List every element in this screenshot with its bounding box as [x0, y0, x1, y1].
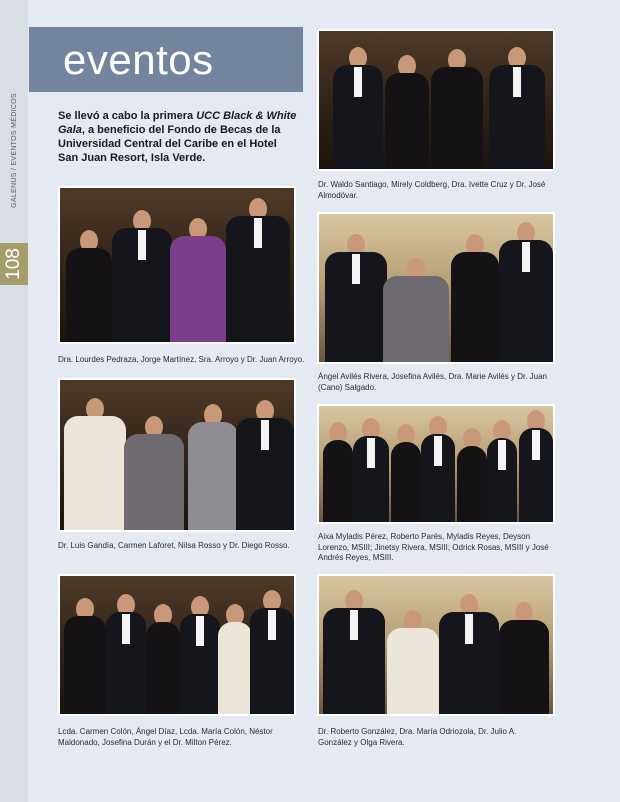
guest-figure: [170, 218, 226, 342]
title-banner: [29, 27, 303, 92]
section-label: [2, 60, 26, 240]
guest-figure: [64, 598, 106, 714]
guest-figure: [218, 604, 252, 714]
guest-figure: [383, 258, 449, 362]
guest-figure: [106, 594, 146, 714]
guest-figure: [391, 424, 421, 522]
event-photo-6: [58, 574, 296, 716]
event-photo-1: [317, 29, 555, 171]
guest-figure: [112, 210, 172, 342]
guest-figure: [188, 404, 238, 530]
guest-figure: [353, 418, 389, 522]
guest-figure: [226, 198, 290, 342]
guest-figure: [431, 49, 483, 169]
intro-text-end: , a beneficio del Fondo de Becas de la Universidad Central del Caribe en el Hotel San Juan Resort, Isla Verde.: [58, 124, 281, 164]
event-photo-2: [58, 186, 296, 344]
guest-figure: [323, 590, 385, 714]
guest-figure: [499, 222, 553, 362]
guest-figure: [323, 422, 353, 522]
guest-figure: [499, 602, 549, 714]
guest-figure: [64, 398, 126, 530]
photo-caption-5: Aixa Myladis Pérez, Roberto Parés, Myladis Reyes, Deyson Lorenzo, MSIII; Jinetsy Rivera, MSIII; Odrick Rosas, MSIII y José Andrés Reyes, MSIII.: [318, 532, 549, 562]
guest-figure: [333, 47, 383, 169]
guest-figure: [146, 604, 180, 714]
guest-figure: [487, 420, 517, 522]
page-title: eventos: [63, 35, 214, 83]
intro-text-start: Se llevó a cabo la primera: [58, 110, 197, 122]
event-name: UCC Black & White Gala: [58, 110, 297, 136]
event-photo-7: [317, 574, 555, 716]
guest-figure: [66, 230, 112, 342]
guest-figure: [250, 590, 294, 714]
event-photo-3: [317, 212, 555, 364]
photo-caption-2: Dra. Lourdes Pedraza, Jorge Martínez, Sra. Arroyo y Dr. Juan Arroyo.: [58, 355, 305, 364]
event-photo-5: [317, 404, 555, 524]
guest-figure: [457, 428, 487, 522]
guest-figure: [236, 400, 294, 530]
intro-paragraph: [58, 109, 298, 165]
guest-figure: [421, 416, 455, 522]
guest-figure: [124, 416, 184, 530]
guest-figure: [489, 47, 545, 169]
photo-caption-4: Dr. Luis Gandía, Carmen Laforet, Nilsa Rosso y Dr. Diego Rosso.: [58, 541, 290, 550]
page-number-tab: [0, 243, 28, 285]
guest-figure: [439, 594, 499, 714]
guest-figure: [519, 410, 553, 522]
page-number: 108: [3, 248, 25, 280]
section-label-text: GALENUS / EVENTOS MÉDICOS: [10, 92, 18, 208]
photo-caption-6: Lcda. Carmen Colón, Ángel Díaz, Lcda. María Colón, Néstor Maldonado, Josefina Durán y el Dr. Milton Pérez.: [58, 727, 273, 747]
event-photo-4: [58, 378, 296, 532]
guest-figure: [385, 55, 429, 169]
guest-figure: [325, 234, 387, 362]
guest-figure: [387, 610, 439, 714]
guest-figure: [180, 596, 220, 714]
photo-caption-1: Dr. Waldo Santiago, Mirely Coldberg, Dra. Ivette Cruz y Dr. José Almodóvar.: [318, 180, 546, 200]
photo-caption-3: Ángel Avilés Rivera, Josefina Avilés, Dra. Marie Avilés y Dr. Juan (Cano) Salgado.: [318, 372, 547, 392]
guest-figure: [451, 234, 499, 362]
photo-caption-7: Dr. Roberto González, Dra. María Odriozola, Dr. Julio A. González y Olga Rivera.: [318, 727, 517, 747]
